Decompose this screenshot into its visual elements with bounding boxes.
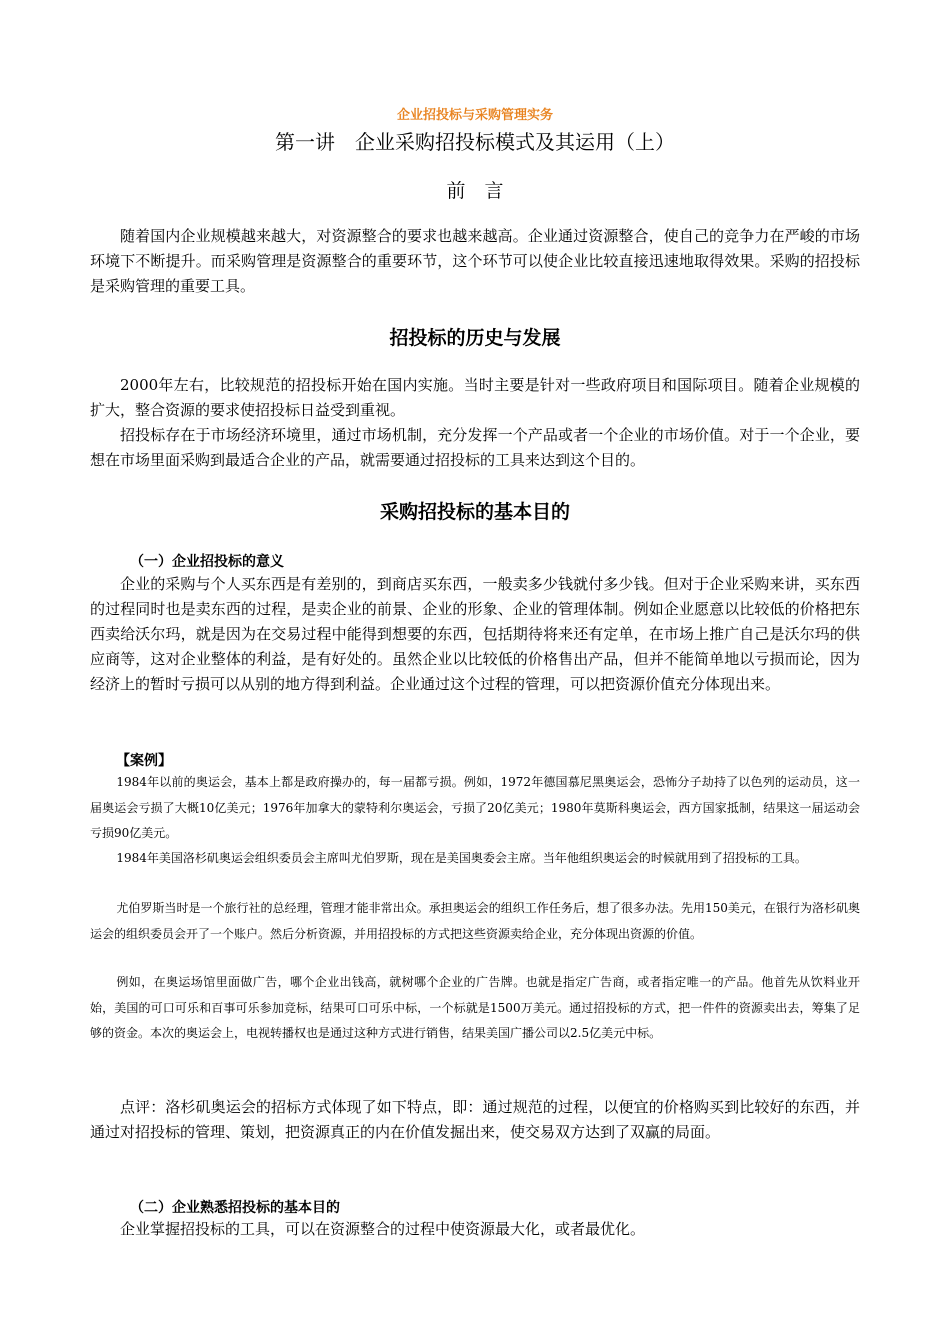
foreword-heading: 前 言: [446, 180, 504, 202]
subsection-1-paragraph: 企业的采购与个人买东西是有差别的，到商店买东西，一般卖多少钱就付多少钱。但对于企业采购来讲，买东西的过程同时也是卖东西的过程，是卖企业的前景、企业的形象、企业的管理体制。例如企业愿意以比较低的价格把东西卖给沃尔玛，就是因为在交易过程中能得到想要的东西，包括期待将来还有定单，在市场上推广自己是沃尔玛的供应商等，这对企业整体的利益，是有好处的。虽然企业以比较低的价格售出产品，但并不能简单地以亏损而论，因为经济上的暂时亏损可以从别的地方得到利益。企业通过这个过程的管理，可以把资源价值充分体现出来。: [90, 575, 860, 693]
case-paragraph-1: 1984年以前的奥运会，基本上都是政府操办的，每一届都亏损。例如，1972年德国慕尼黑奥运会，恐怖分子劫持了以色列的运动员，这一届奥运会亏损了大概10亿美元；1976年加拿大的蒙特利尔奥运会，亏损了20亿美元；1980年莫斯科奥运会，西方国家抵制，结果这一届运动会亏损90亿美元。: [90, 775, 860, 840]
history-heading: 招投标的历史与发展: [389, 327, 561, 349]
case-paragraph-4: 例如，在奥运场馆里面做广告，哪个企业出钱高，就树哪个企业的广告牌。也就是指定广告商，或者指定唯一的产品。他首先从饮料业开始，美国的可口可乐和百事可乐参加竞标，结果可口可乐中标，一个标就是1500万美元。通过招投标的方式，把一件件的资源卖出去，筹集了足够的资金。本次的奥运会上，电视转播权也是通过这种方式进行销售，结果美国广播公司以2.5亿美元中标。: [90, 975, 860, 1040]
case-paragraph-2: 1984年美国洛杉矶奥运会组织委员会主席叫尤伯罗斯，现在是美国奥委会主席。当年他组织奥运会的时候就用到了招投标的工具。: [116, 851, 807, 865]
history-paragraph-2: 招投标存在于市场经济环境里，通过市场机制，充分发挥一个产品或者一个企业的市场价值。对于一个企业，要想在市场里面采购到最适合企业的产品，就需要通过招投标的工具来达到这个目的。: [90, 426, 860, 469]
foreword-paragraph: 随着国内企业规模越来越大，对资源整合的要求也越来越高。企业通过资源整合，使自己的竞争力在严峻的市场环境下不断提升。而采购管理是资源整合的重要环节，这个环节可以使企业比较直接迅速地取得效果。采购的招投标是采购管理的重要工具。: [90, 227, 860, 295]
subsection-1-heading: （一）企业招投标的意义: [130, 554, 284, 570]
comment-paragraph: 点评：洛杉矶奥运会的招标方式体现了如下特点，即：通过规范的过程，以便宜的价格购买到比较好的东西，并通过对招投标的管理、策划，把资源真正的内在价值发掘出来，使交易双方达到了双赢的局面。: [90, 1098, 860, 1141]
subsection-2-paragraph: 企业掌握招投标的工具，可以在资源整合的过程中使资源最大化，或者最优化。: [120, 1220, 646, 1238]
lecture-title: 第一讲 企业采购招投标模式及其运用（上）: [275, 130, 675, 154]
case-paragraph-3: 尤伯罗斯当时是一个旅行社的总经理，管理才能非常出众。承担奥运会的组织工作任务后，想了很多办法。先用150美元，在银行为洛杉矶奥运会的组织委员会开了一个账户。然后分析资源，并用招投标的方式把这些资源卖给企业，充分体现出资源的价值。: [90, 901, 860, 941]
purpose-heading: 采购招投标的基本目的: [379, 501, 570, 523]
running-header: 企业招投标与采购管理实务: [396, 108, 553, 123]
history-paragraph-1: 2000年左右，比较规范的招投标开始在国内实施。当时主要是针对一些政府项目和国际项目。随着企业规模的扩大，整合资源的要求使招投标日益受到重视。: [90, 376, 860, 419]
case-label: 【案例】: [116, 753, 172, 769]
subsection-2-heading: （二）企业熟悉招投标的基本目的: [130, 1200, 340, 1216]
